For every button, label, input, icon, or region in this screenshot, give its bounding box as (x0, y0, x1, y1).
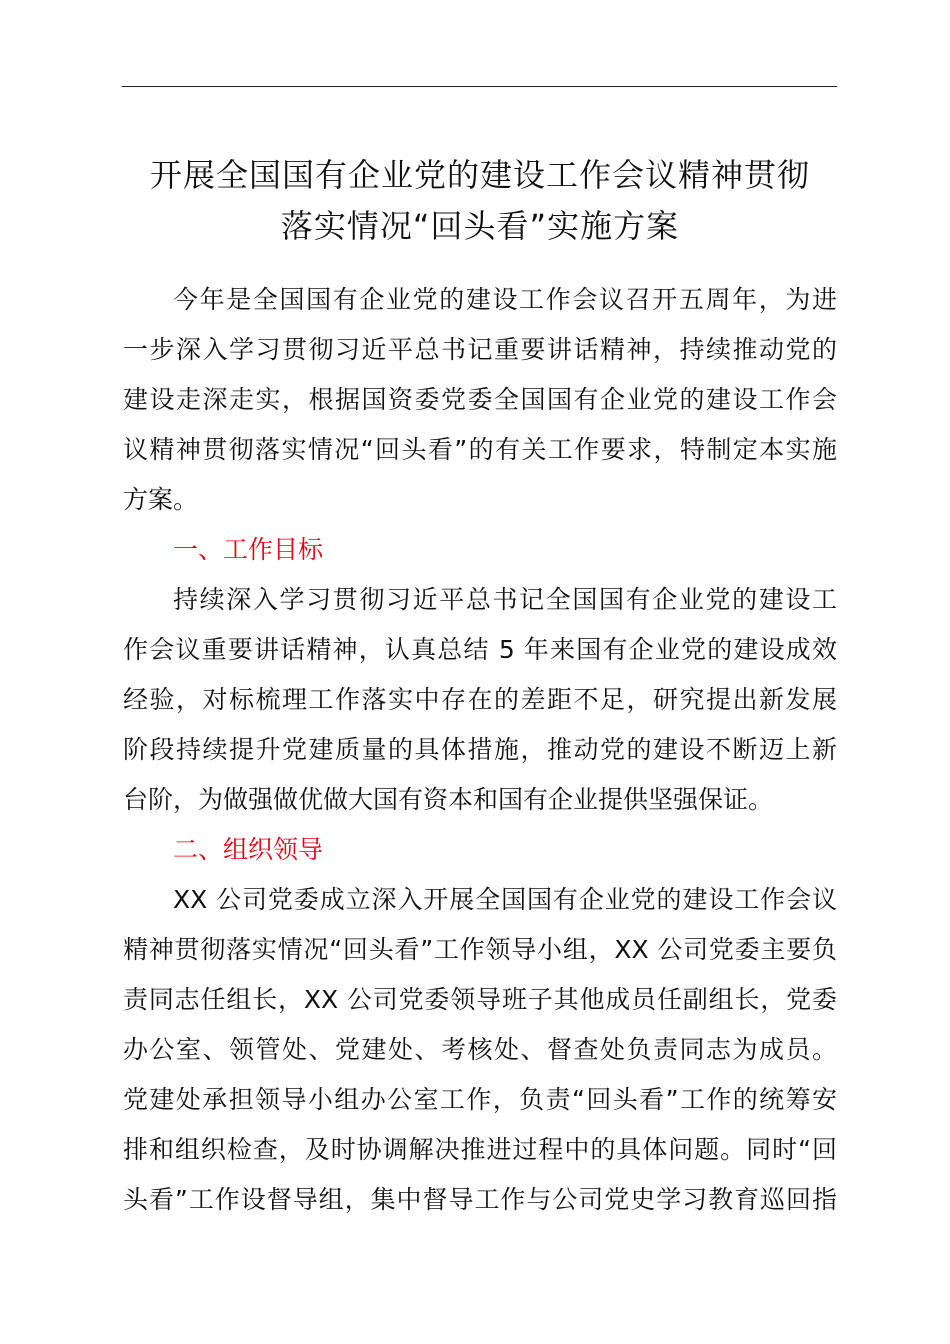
section1-line: 阶段持续提升党建质量的具体措施，推动党的建设不断迈上新 (123, 735, 837, 764)
intro-line: 方案。 (123, 485, 199, 514)
section2-line: XX 公司党委成立深入开展全国国有企业党的建设工作会议 (173, 885, 837, 914)
intro-line: 议精神贯彻落实情况“回头看”的有关工作要求，特制定本实施 (123, 435, 837, 464)
section2-line: 责同志任组长，XX 公司党委领导班子其他成员任副组长，党委 (123, 985, 837, 1014)
section1-line: 经验，对标梳理工作落实中存在的差距不足，研究提出新发展 (123, 685, 837, 714)
section1-line: 作会议重要讲话精神，认真总结 5 年来国有企业党的建设成效 (123, 635, 837, 664)
intro-line: 建设走深走实，根据国资委党委全国国有企业党的建设工作会 (123, 385, 837, 414)
intro-line: 一步深入学习贯彻习近平总书记重要讲话精神，持续推动党的 (123, 335, 837, 364)
section2-line: 头看”工作设督导组，集中督导工作与公司党史学习教育巡回指 (123, 1185, 837, 1214)
title-line-2: 落实情况“回头看”实施方案 (280, 207, 680, 245)
section-heading-work-goals: 一、工作目标 (173, 535, 324, 564)
header-rule (122, 86, 837, 87)
title-line-1: 开展全国国有企业党的建设工作会议精神贯彻 (149, 156, 810, 194)
section1-line: 台阶，为做强做优做大国有资本和国有企业提供坚强保证。 (123, 785, 774, 814)
document-body (123, 275, 837, 1225)
section2-line: 党建处承担领导小组办公室工作，负责“回头看”工作的统筹安 (123, 1085, 837, 1114)
section2-line: 精神贯彻落实情况“回头看”工作领导小组，XX 公司党委主要负 (123, 935, 837, 964)
document-title (100, 150, 860, 252)
section-heading-organization: 二、组织领导 (173, 835, 324, 864)
intro-line: 今年是全国国有企业党的建设工作会议召开五周年，为进 (173, 285, 837, 314)
section2-line: 排和组织检查，及时协调解决推进过程中的具体问题。同时“回 (123, 1135, 837, 1164)
section2-line: 办公室、领管处、党建处、考核处、督查处负责同志为成员。 (123, 1035, 837, 1064)
section1-line: 持续深入学习贯彻习近平总书记全国国有企业党的建设工 (173, 585, 837, 614)
